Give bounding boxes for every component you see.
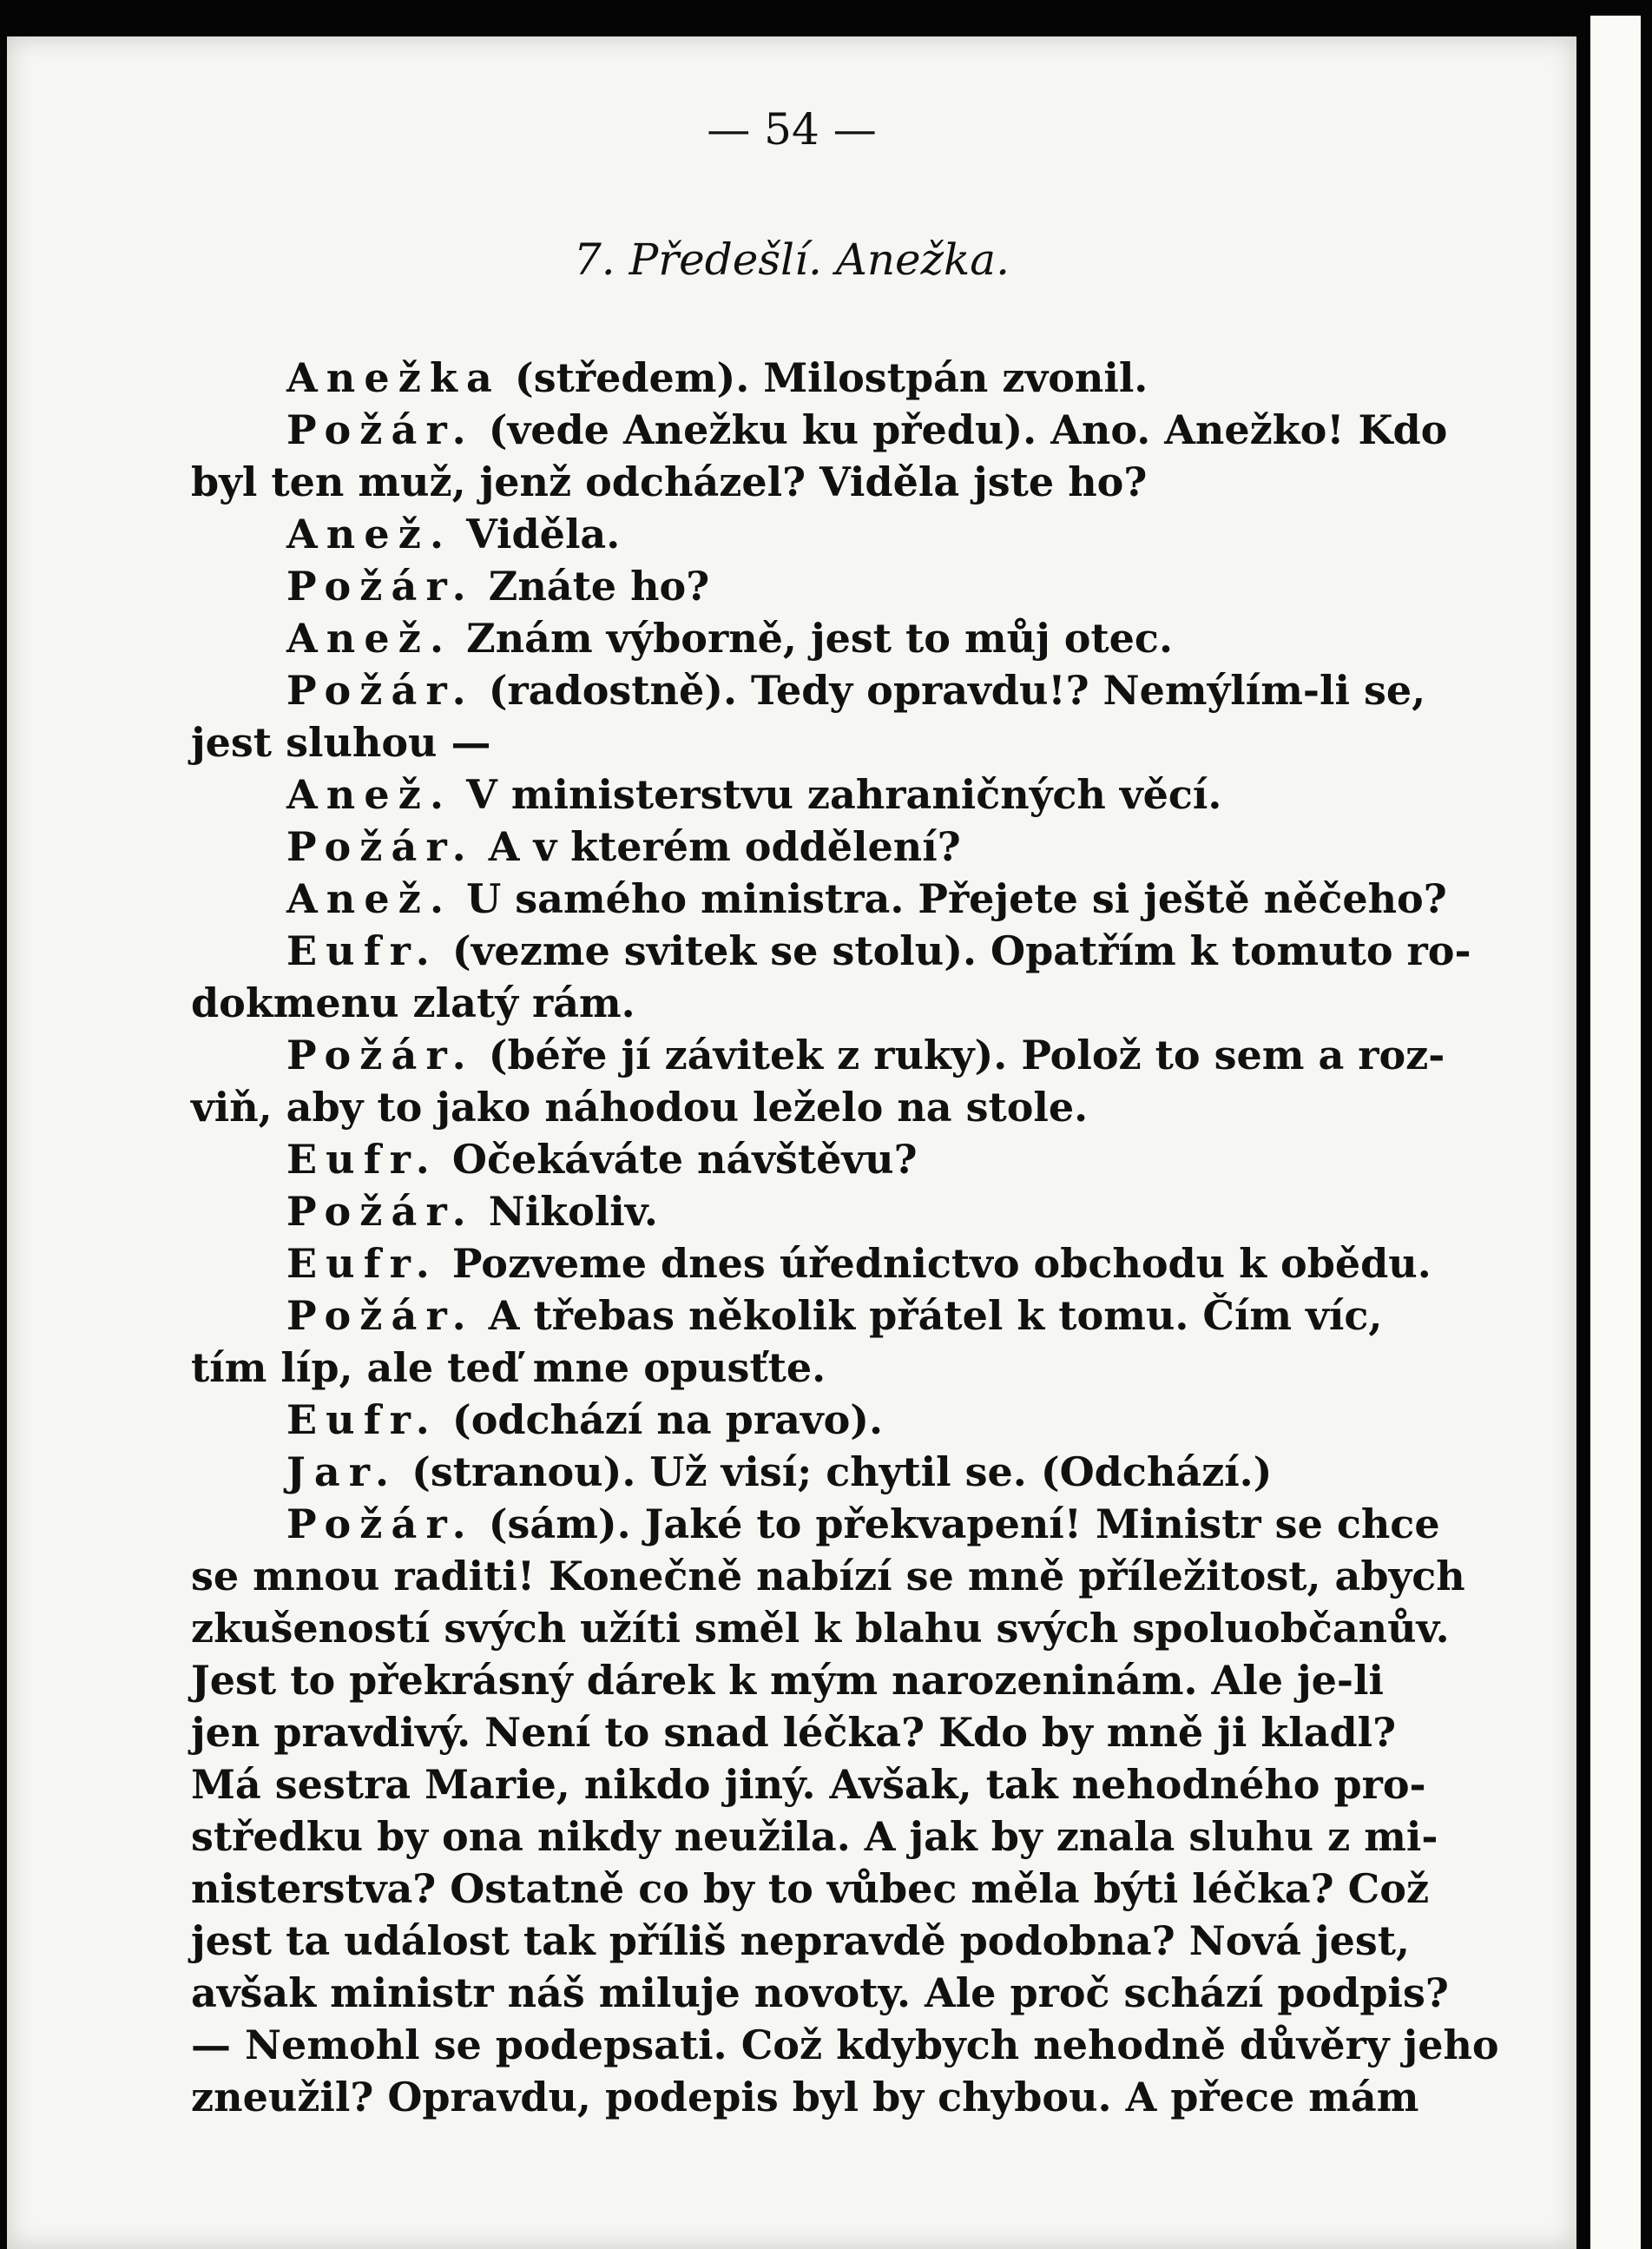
speaker-name: Požár. [286,667,475,714]
text-line [191,979,635,1027]
text-line [286,1291,1382,1340]
speaker-name: Požár. [286,1188,475,1235]
line-text: středku by ona nikdy neužila. A jak by znala sluhu z mi- [191,1813,1438,1860]
text-line [191,1864,1429,1913]
line-text: (sám). Jaké to překvapení! Ministr se chce [474,1500,1440,1547]
text-line [286,1500,1440,1548]
line-text: Pozveme dnes úřednictvo obchodu k obědu. [438,1240,1432,1287]
text-line [191,1083,1088,1131]
line-text: (vezme svitek se stolu). Opatřím k tomuto ro- [438,927,1471,974]
text-line [191,1969,1449,2017]
adjacent-page-edge [1590,16,1641,2249]
line-text: U samého ministra. Přejete si ještě něčeho? [452,875,1447,922]
text-line [191,1656,1384,1705]
text-line [191,718,490,767]
text-line [286,874,1447,923]
text-line [191,1708,1396,1757]
line-text: A v kterém oddělení? [474,823,961,870]
text-line [286,927,1471,975]
line-text: zneužil? Opravdu, podepis byl by chybou. A přece mám [191,2074,1419,2120]
speaker-name: Anežka [286,354,501,401]
line-text: byl ten muž, jenž odcházel? Viděla jste ho? [191,458,1148,505]
line-text: zkušeností svých užíti směl k blahu svých spoluobčanův. [191,1605,1450,1652]
speaker-name: Požár. [286,1032,475,1078]
text-line [286,1031,1445,1079]
speaker-name: Eufr. [286,1240,438,1287]
speaker-name: Anež. [286,615,453,662]
text-line [286,1395,883,1444]
speaker-name: Požár. [286,563,475,610]
line-text: jen pravdivý. Není to snad léčka? Kdo by mně ji kladl? [191,1709,1397,1756]
line-text: Očekáváte návštěvu? [438,1136,918,1183]
line-text: — Nemohl se podepsati. Což kdybych nehodně důvěry jeho [191,2021,1499,2068]
text-line [286,770,1221,819]
text-line [286,562,709,610]
text-line [286,822,961,871]
text-line [191,1760,1426,1809]
line-text: (radostně). Tedy opravdu!? Nemýlím-li se, [474,667,1426,714]
text-line [191,1552,1465,1600]
line-text: Znám výborně, jest to můj otec. [452,615,1173,662]
scene-heading: 7. Předešlí. Anežka. [573,234,1010,285]
speaker-name: Požár. [286,1292,475,1339]
text-line [286,406,1447,454]
line-text: viň, aby to jako náhodou leželo na stole. [191,1084,1089,1131]
text-line [286,353,1148,402]
speaker-name: Anež. [286,875,453,922]
text-line [191,458,1147,506]
line-text: (odchází na pravo). [438,1396,884,1443]
page-number: — 54 — [707,104,877,155]
speaker-name: Eufr. [286,1396,438,1443]
speaker-name: Anež. [286,511,453,557]
text-line [286,1239,1432,1288]
text-line [191,1916,1410,1965]
text-line [191,2021,1499,2069]
speaker-name: Požár. [286,823,475,870]
text-line [286,1135,918,1184]
book-page [7,36,1576,2249]
line-text: nisterstva? Ostatně co by to vůbec měla býti léčka? Což [191,1865,1430,1912]
speaker-name: Požár. [286,1500,475,1547]
text-line [286,1448,1272,1496]
text-line [191,2073,1418,2121]
line-text: jest sluhou — [191,719,491,766]
line-text: A třebas několik přátel k tomu. Čím víc, [474,1292,1383,1339]
line-text: tím líp, ale teď mne opusťte. [191,1344,826,1391]
speaker-name: Jar. [286,1448,398,1495]
text-line [286,614,1173,663]
speaker-name: Eufr. [286,1136,438,1183]
text-line [191,1812,1438,1861]
speaker-name: Eufr. [286,927,438,974]
line-text: (béře jí závitek z ruky). Polož to sem a roz- [474,1032,1445,1078]
line-text: dokmenu zlatý rám. [191,979,635,1026]
speaker-name: Požár. [286,406,475,453]
line-text: (vede Anežku ku předu). Ano. Anežko! Kdo [474,406,1448,453]
text-line [286,1187,658,1236]
line-text: Má sestra Marie, nikdo jiný. Avšak, tak nehodného pro- [191,1761,1426,1808]
speaker-name: Anež. [286,771,453,818]
text-line [286,666,1425,715]
line-text: se mnou raditi! Konečně nabízí se mně příležitost, abych [191,1553,1465,1599]
text-line [191,1604,1450,1652]
line-text: (stranou). Už visí; chytil se. (Odchází.) [398,1448,1273,1495]
text-line [286,510,620,558]
text-line [191,1343,826,1392]
line-text: Znáte ho? [474,563,710,610]
line-text: (středem). Milostpán zvonil. [500,354,1149,401]
line-text: jest ta událost tak příliš nepravdě podobna? Nová jest, [191,1917,1411,1964]
line-text: Viděla. [452,511,621,557]
line-text: Jest to překrásný dárek k mým narozeninám. Ale je-li [191,1657,1384,1704]
line-text: V ministerstvu zahraničných věcí. [452,771,1222,818]
line-text: avšak ministr náš miluje novoty. Ale proč schází podpis? [191,1969,1449,2016]
line-text: Nikoliv. [474,1188,658,1235]
